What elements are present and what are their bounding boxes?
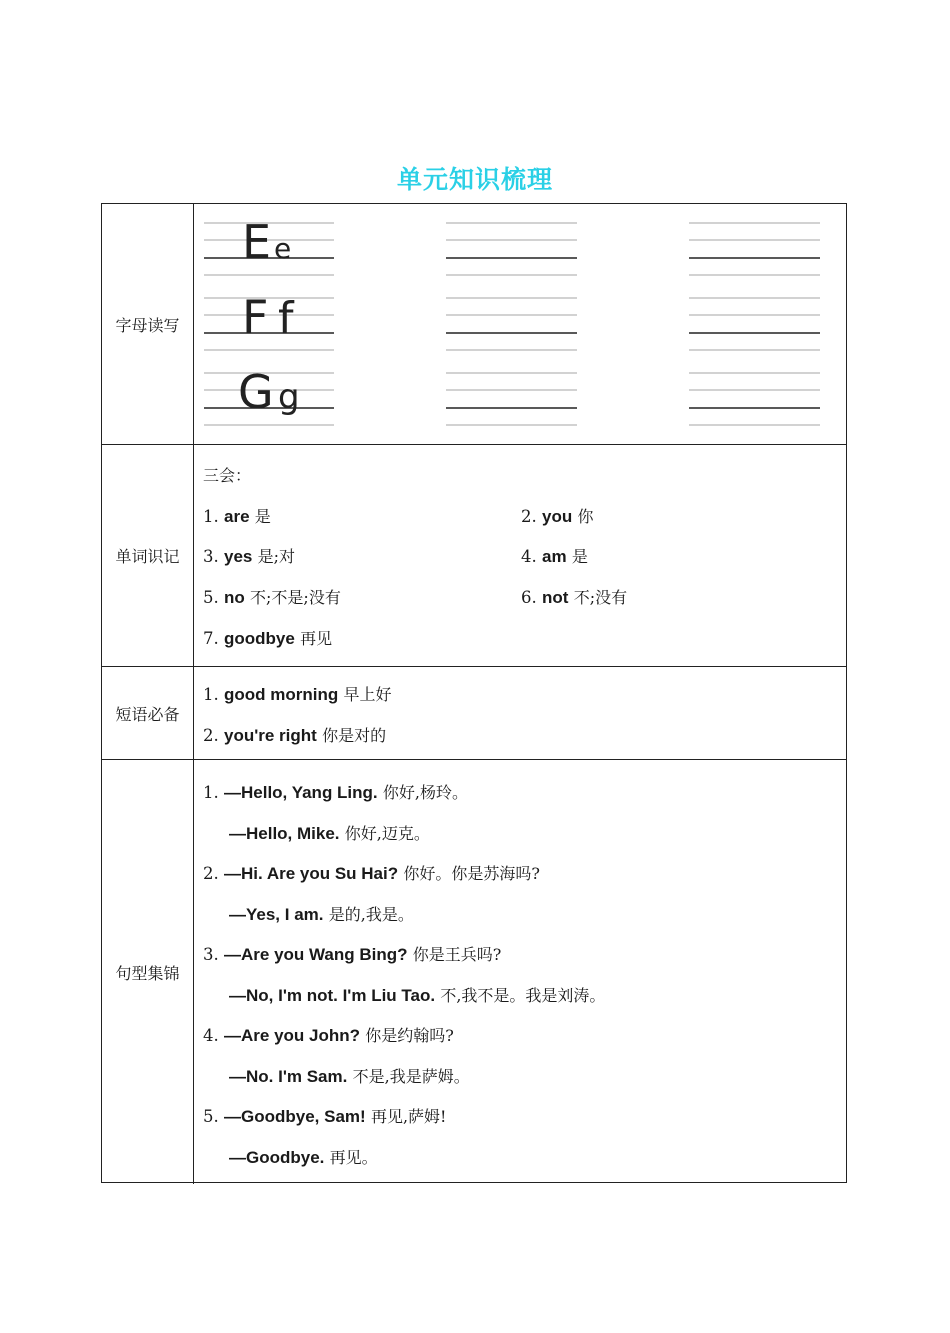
page-title: 单元知识梳理 bbox=[396, 165, 553, 194]
letters-content bbox=[194, 204, 846, 444]
phrases-label: 短语必备 bbox=[102, 667, 194, 759]
letter-E-upper: E bbox=[242, 215, 272, 269]
phrase-item: 2. you're right 你是对的 bbox=[203, 726, 387, 745]
word-item: 4. am 是 bbox=[521, 547, 588, 566]
word-item: 1. are 是 bbox=[203, 507, 271, 526]
word-item: 2. you 你 bbox=[521, 507, 594, 526]
sentences-label: 句型集锦 bbox=[102, 760, 194, 1184]
sentence-question: 3. —Are you Wang Bing? 你是王兵吗? bbox=[203, 945, 502, 964]
words-content bbox=[194, 445, 846, 666]
words-intro: 三会： bbox=[203, 466, 252, 485]
letter-G-upper: G bbox=[238, 365, 274, 419]
sentences-content bbox=[194, 760, 846, 1184]
sentence-answer: —No. I'm Sam. 不是,我是萨姆。 bbox=[229, 1067, 470, 1086]
word-item: 7. goodbye 再见 bbox=[203, 629, 333, 648]
sentence-answer: —Yes, I am. 是的,我是。 bbox=[229, 905, 414, 924]
letter-F-upper: F bbox=[242, 290, 269, 344]
letter-f-lower: f bbox=[278, 293, 294, 344]
word-item: 3. yes 是;对 bbox=[203, 547, 296, 566]
letters-label: 字母读写 bbox=[102, 204, 194, 444]
word-item: 6. not 不;没有 bbox=[521, 588, 628, 607]
handwriting-grid bbox=[194, 204, 847, 444]
sentence-question: 1. —Hello, Yang Ling. 你好,杨玲。 bbox=[203, 783, 468, 802]
sentences-row bbox=[102, 760, 846, 1184]
sentence-question: 5. —Goodbye, Sam! 再见,萨姆! bbox=[203, 1107, 447, 1126]
knowledge-table bbox=[101, 203, 847, 1183]
sentence-answer: —Hello, Mike. 你好,迈克。 bbox=[229, 824, 430, 843]
word-item: 5. no 不;不是;没有 bbox=[203, 588, 341, 607]
phrase-item: 1. good morning 早上好 bbox=[203, 685, 392, 704]
words-row bbox=[102, 445, 846, 667]
letter-e-lower: e bbox=[274, 232, 292, 265]
sentence-answer: —Goodbye. 再见。 bbox=[229, 1148, 378, 1167]
letter-g-lower: g bbox=[278, 377, 300, 417]
sentence-question: 2. —Hi. Are you Su Hai? 你好。你是苏海吗? bbox=[203, 864, 540, 883]
phrases-row bbox=[102, 667, 846, 760]
phrases-content bbox=[194, 667, 846, 759]
sentence-question: 4. —Are you John? 你是约翰吗? bbox=[203, 1026, 454, 1045]
sentence-answer: —No, I'm not. I'm Liu Tao. 不,我不是。我是刘涛。 bbox=[229, 986, 606, 1005]
letters-row bbox=[102, 204, 846, 445]
words-label: 单词识记 bbox=[102, 445, 194, 666]
